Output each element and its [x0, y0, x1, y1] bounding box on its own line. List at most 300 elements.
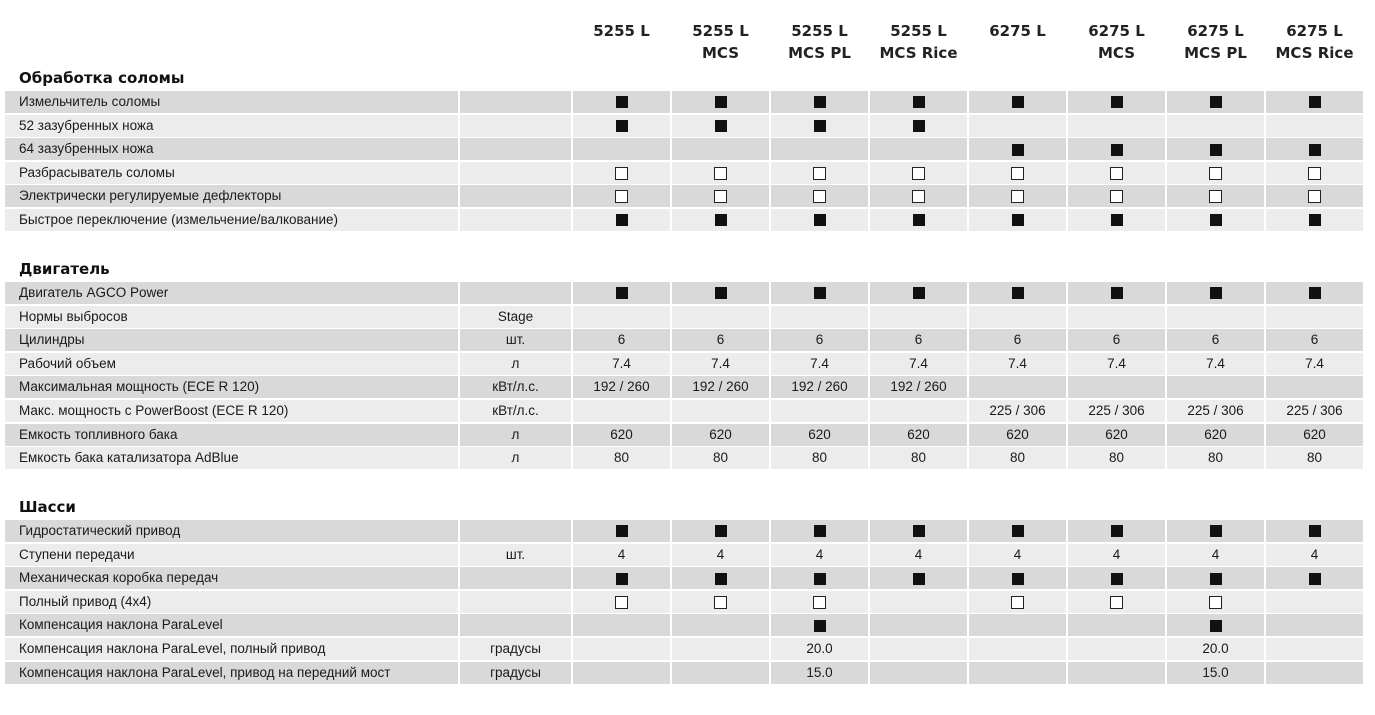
standard-equipment-icon — [715, 96, 727, 108]
spec-value-cell — [1266, 209, 1363, 231]
standard-equipment-icon — [814, 287, 826, 299]
spec-unit — [460, 591, 571, 613]
standard-equipment-icon — [1309, 96, 1321, 108]
optional-equipment-icon — [615, 190, 628, 203]
spec-unit: Stage — [460, 306, 571, 328]
spec-value: 225 / 306 — [1187, 403, 1244, 418]
standard-equipment-icon — [715, 287, 727, 299]
spec-value-cell — [1068, 376, 1165, 398]
spec-value: 192 / 260 — [692, 379, 749, 395]
spec-label: Компенсация наклона ParaLevel — [5, 614, 458, 636]
spec-value-cell — [1167, 520, 1264, 542]
spec-value: 7.4 — [1107, 355, 1126, 371]
spec-value: 7.4 — [711, 355, 730, 371]
optional-equipment-icon — [714, 167, 727, 180]
spec-value-cell — [1068, 591, 1165, 613]
spec-value-cell — [672, 162, 769, 184]
spec-row — [5, 138, 1365, 160]
spec-value-cell — [1266, 162, 1363, 184]
optional-equipment-icon — [1110, 190, 1123, 203]
spec-label: Механическая коробка передач — [5, 567, 458, 589]
optional-equipment-icon — [1011, 190, 1024, 203]
spec-value-cell — [573, 567, 670, 589]
standard-equipment-icon — [913, 96, 925, 108]
spec-value-cell — [1167, 162, 1264, 184]
spec-value-cell — [969, 567, 1066, 589]
spec-unit: шт. — [460, 544, 571, 566]
spec-value-cell — [771, 591, 868, 613]
spec-value-cell — [573, 614, 670, 636]
spec-value-cell — [771, 115, 868, 137]
spec-row — [5, 638, 1365, 660]
spec-value-cell — [969, 209, 1066, 231]
spec-value-cell — [870, 638, 967, 660]
spec-value-cell — [672, 282, 769, 304]
model-header-line: 6275 L — [1187, 22, 1244, 40]
standard-equipment-icon — [616, 214, 628, 226]
spec-value-cell — [1167, 209, 1264, 231]
spec-value-cell — [1068, 329, 1165, 351]
spec-value-cell — [870, 520, 967, 542]
standard-equipment-icon — [1012, 525, 1024, 537]
spec-value-cell — [573, 544, 670, 566]
spec-value-cell — [969, 282, 1066, 304]
spec-value: 7.4 — [1008, 355, 1027, 371]
spec-value: 80 — [613, 450, 630, 466]
standard-equipment-icon — [814, 573, 826, 585]
spec-value-cell — [573, 185, 670, 207]
spec-value-cell — [1266, 614, 1363, 636]
standard-equipment-icon — [1111, 144, 1123, 156]
standard-equipment-icon — [1210, 573, 1222, 585]
standard-equipment-icon — [616, 96, 628, 108]
spec-label: Быстрое переключение (измельчение/валкование) — [5, 209, 458, 231]
spec-unit — [460, 115, 571, 137]
spec-unit — [460, 138, 571, 160]
standard-equipment-icon — [1111, 214, 1123, 226]
spec-value-cell — [1167, 376, 1264, 398]
standard-equipment-icon — [1210, 525, 1222, 537]
section-title: Шасси — [19, 498, 76, 516]
spec-value-cell — [573, 138, 670, 160]
standard-equipment-icon — [913, 214, 925, 226]
spec-value: 80 — [1306, 450, 1323, 466]
spec-value-cell — [1266, 329, 1363, 351]
standard-equipment-icon — [616, 287, 628, 299]
spec-label: Рабочий объем — [5, 353, 458, 375]
spec-value-cell — [573, 306, 670, 328]
spec-value-cell — [573, 91, 670, 113]
spec-unit — [460, 209, 571, 231]
spec-value-cell — [1068, 638, 1165, 660]
spec-value: 6 — [1310, 332, 1319, 348]
spec-value-cell — [771, 329, 868, 351]
spec-value-cell — [1167, 306, 1264, 328]
standard-equipment-icon — [1309, 573, 1321, 585]
model-column-header — [1265, 20, 1364, 64]
spec-value-cell — [1068, 91, 1165, 113]
spec-value-cell — [1167, 567, 1264, 589]
spec-value-cell — [771, 353, 868, 375]
spec-value-cell — [870, 91, 967, 113]
spec-label: Разбрасыватель соломы — [5, 162, 458, 184]
spec-value: 20.0 — [806, 641, 833, 656]
spec-unit: л — [460, 424, 571, 446]
standard-equipment-icon — [814, 96, 826, 108]
optional-equipment-icon — [1308, 167, 1321, 180]
spec-unit — [460, 162, 571, 184]
spec-value: 620 — [808, 426, 831, 442]
spec-value-cell — [771, 185, 868, 207]
spec-value-cell — [969, 400, 1066, 422]
spec-value-cell — [870, 544, 967, 566]
spec-value-cell — [573, 162, 670, 184]
spec-value-cell — [672, 115, 769, 137]
section-title: Двигатель — [19, 260, 110, 278]
spec-row — [5, 306, 1365, 328]
spec-value: 4 — [617, 546, 626, 562]
spec-value-cell — [672, 91, 769, 113]
spec-value-cell — [672, 306, 769, 328]
spec-value-cell — [1167, 638, 1264, 660]
standard-equipment-icon — [1111, 287, 1123, 299]
optional-equipment-icon — [1110, 596, 1123, 609]
standard-equipment-icon — [1012, 144, 1024, 156]
spec-unit: градусы — [460, 662, 571, 684]
spec-value-cell — [771, 447, 868, 469]
spec-value-cell — [1068, 162, 1165, 184]
spec-value: 4 — [815, 546, 824, 562]
spec-value-cell — [672, 567, 769, 589]
spec-value-cell — [1167, 353, 1264, 375]
model-header-line: 6275 L — [1286, 22, 1343, 40]
spec-value-cell — [1266, 306, 1363, 328]
spec-value-cell — [870, 662, 967, 684]
spec-row — [5, 115, 1365, 137]
spec-value-cell — [1167, 614, 1264, 636]
spec-value-cell — [672, 138, 769, 160]
standard-equipment-icon — [1210, 287, 1222, 299]
spec-row — [5, 376, 1365, 398]
spec-value: 225 / 306 — [1286, 403, 1343, 418]
spec-value: 6 — [716, 332, 725, 348]
spec-value: 620 — [709, 426, 732, 442]
spec-value-cell — [672, 329, 769, 351]
spec-value-cell — [573, 447, 670, 469]
spec-value-cell — [771, 209, 868, 231]
spec-value-cell — [870, 424, 967, 446]
spec-row — [5, 544, 1365, 566]
spec-value-cell — [573, 376, 670, 398]
spec-value-cell — [1167, 282, 1264, 304]
spec-value-cell — [573, 209, 670, 231]
spec-value-cell — [573, 400, 670, 422]
spec-value-cell — [870, 115, 967, 137]
spec-value-cell — [969, 162, 1066, 184]
spec-value-cell — [870, 400, 967, 422]
spec-value-cell — [969, 447, 1066, 469]
spec-value-cell — [771, 282, 868, 304]
optional-equipment-icon — [912, 190, 925, 203]
spec-value-cell — [969, 138, 1066, 160]
spec-value-cell — [573, 115, 670, 137]
spec-value-cell — [870, 209, 967, 231]
standard-equipment-icon — [814, 120, 826, 132]
model-header-line: 6275 L — [989, 22, 1046, 40]
spec-row — [5, 185, 1365, 207]
spec-label: Электрически регулируемые дефлекторы — [5, 185, 458, 207]
spec-value: 6 — [617, 332, 626, 348]
standard-equipment-icon — [1210, 96, 1222, 108]
spec-value-cell — [771, 306, 868, 328]
spec-value-cell — [1068, 544, 1165, 566]
spec-value: 80 — [910, 450, 927, 466]
standard-equipment-icon — [913, 525, 925, 537]
spec-value-cell — [1068, 424, 1165, 446]
spec-value-cell — [573, 520, 670, 542]
spec-value-cell — [870, 138, 967, 160]
spec-value-cell — [870, 591, 967, 613]
standard-equipment-icon — [1012, 214, 1024, 226]
spec-value-cell — [1167, 185, 1264, 207]
spec-row — [5, 447, 1365, 469]
spec-row — [5, 329, 1365, 351]
spec-value-cell — [1266, 282, 1363, 304]
spec-value-cell — [1068, 138, 1165, 160]
spec-value-cell — [1266, 138, 1363, 160]
spec-value: 7.4 — [909, 355, 928, 371]
spec-value-cell — [1068, 662, 1165, 684]
model-header-line: 5255 L — [890, 22, 947, 40]
spec-value-cell — [573, 353, 670, 375]
spec-value-cell — [1167, 138, 1264, 160]
spec-value-cell — [969, 662, 1066, 684]
standard-equipment-icon — [616, 120, 628, 132]
model-header-line: MCS Rice — [1275, 44, 1354, 62]
spec-value-cell — [969, 376, 1066, 398]
spec-value-cell — [573, 591, 670, 613]
spec-value-cell — [1068, 567, 1165, 589]
spec-value: 80 — [811, 450, 828, 466]
spec-unit — [460, 91, 571, 113]
spec-value: 7.4 — [612, 355, 631, 371]
standard-equipment-icon — [715, 525, 727, 537]
spec-row — [5, 520, 1365, 542]
spec-value: 225 / 306 — [989, 403, 1046, 418]
model-header-line: MCS — [701, 44, 740, 62]
spec-value: 80 — [1009, 450, 1026, 466]
standard-equipment-icon — [1111, 96, 1123, 108]
standard-equipment-icon — [814, 620, 826, 632]
spec-value-cell — [771, 638, 868, 660]
spec-value: 6 — [1211, 332, 1220, 348]
spec-value-cell — [1167, 329, 1264, 351]
spec-label: Нормы выбросов — [5, 306, 458, 328]
spec-value-cell — [771, 138, 868, 160]
spec-label: Измельчитель соломы — [5, 91, 458, 113]
model-header-line: MCS — [1097, 44, 1136, 62]
spec-value-cell — [573, 638, 670, 660]
spec-value: 4 — [1310, 546, 1319, 562]
spec-value-cell — [1266, 567, 1363, 589]
spec-value: 7.4 — [810, 355, 829, 371]
spec-value: 80 — [1207, 450, 1224, 466]
spec-label: Ступени передачи — [5, 544, 458, 566]
spec-value: 15.0 — [806, 664, 833, 680]
spec-value-cell — [672, 614, 769, 636]
spec-value-cell — [1068, 185, 1165, 207]
spec-unit — [460, 520, 571, 542]
spec-value-cell — [1068, 282, 1165, 304]
spec-row — [5, 91, 1365, 113]
model-header-line: MCS PL — [788, 44, 851, 62]
spec-value-cell — [1266, 185, 1363, 207]
spec-unit: кВт/л.с. — [460, 400, 571, 422]
spec-value-cell — [1266, 424, 1363, 446]
spec-row — [5, 162, 1365, 184]
model-header-line: MCS Rice — [879, 44, 958, 62]
model-column-header — [572, 20, 671, 42]
standard-equipment-icon — [715, 573, 727, 585]
spec-value-cell — [1266, 638, 1363, 660]
spec-value-cell — [969, 91, 1066, 113]
spec-value-cell — [771, 544, 868, 566]
spec-value-cell — [573, 329, 670, 351]
spec-unit — [460, 185, 571, 207]
model-column-header — [1067, 20, 1166, 64]
spec-value: 225 / 306 — [1088, 403, 1145, 418]
spec-value: 6 — [1112, 332, 1121, 348]
spec-row — [5, 282, 1365, 304]
spec-unit — [460, 567, 571, 589]
spec-value-cell — [1266, 447, 1363, 469]
spec-value-cell — [771, 520, 868, 542]
spec-value-cell — [1266, 400, 1363, 422]
section-title: Обработка соломы — [19, 69, 185, 87]
spec-value-cell — [969, 353, 1066, 375]
spec-value-cell — [1266, 520, 1363, 542]
spec-value-cell — [1068, 400, 1165, 422]
optional-equipment-icon — [1308, 190, 1321, 203]
spec-value-cell — [1266, 662, 1363, 684]
spec-value-cell — [870, 306, 967, 328]
optional-equipment-icon — [714, 596, 727, 609]
spec-value-cell — [1167, 91, 1264, 113]
spec-value-cell — [771, 400, 868, 422]
spec-value-cell — [1167, 544, 1264, 566]
spec-value-cell — [870, 282, 967, 304]
spec-label: 52 зазубренных ножа — [5, 115, 458, 137]
standard-equipment-icon — [1210, 620, 1222, 632]
model-header-line: 5255 L — [593, 22, 650, 40]
spec-value: 4 — [1211, 546, 1220, 562]
spec-unit — [460, 282, 571, 304]
spec-label: Гидростатический привод — [5, 520, 458, 542]
model-column-header — [968, 20, 1067, 42]
spec-unit: л — [460, 447, 571, 469]
standard-equipment-icon — [1111, 525, 1123, 537]
spec-unit: кВт/л.с. — [460, 376, 571, 398]
standard-equipment-icon — [1111, 573, 1123, 585]
spec-label: Двигатель AGCO Power — [5, 282, 458, 304]
spec-label: Компенсация наклона ParaLevel, полный привод — [5, 638, 458, 660]
spec-value-cell — [1266, 376, 1363, 398]
spec-value-cell — [672, 185, 769, 207]
standard-equipment-icon — [814, 214, 826, 226]
spec-value: 192 / 260 — [593, 379, 650, 395]
model-header-line: 5255 L — [791, 22, 848, 40]
spec-label: Максимальная мощность (ECE R 120) — [5, 376, 458, 398]
spec-row — [5, 614, 1365, 636]
spec-value: 4 — [716, 546, 725, 562]
spec-value-cell — [771, 424, 868, 446]
spec-unit: шт. — [460, 329, 571, 351]
spec-value-cell — [771, 567, 868, 589]
spec-label: Цилиндры — [5, 329, 458, 351]
optional-equipment-icon — [813, 190, 826, 203]
spec-row — [5, 353, 1365, 375]
spec-value-cell — [771, 91, 868, 113]
spec-unit — [460, 614, 571, 636]
standard-equipment-icon — [1210, 214, 1222, 226]
spec-value-cell — [969, 329, 1066, 351]
spec-value-cell — [1068, 115, 1165, 137]
spec-value-cell — [1266, 591, 1363, 613]
spec-value-cell — [870, 567, 967, 589]
spec-value-cell — [672, 662, 769, 684]
spec-value: 7.4 — [1206, 355, 1225, 371]
optional-equipment-icon — [615, 167, 628, 180]
model-column-header — [869, 20, 968, 64]
optional-equipment-icon — [813, 167, 826, 180]
spec-value-cell — [771, 662, 868, 684]
model-header-line: MCS PL — [1184, 44, 1247, 62]
spec-value-cell — [969, 520, 1066, 542]
standard-equipment-icon — [715, 120, 727, 132]
model-header-line: 5255 L — [692, 22, 749, 40]
optional-equipment-icon — [1209, 167, 1222, 180]
spec-value: 620 — [1204, 426, 1227, 442]
spec-value-cell — [573, 424, 670, 446]
spec-value-cell — [969, 544, 1066, 566]
spec-value: 80 — [712, 450, 729, 466]
optional-equipment-icon — [912, 167, 925, 180]
standard-equipment-icon — [1309, 287, 1321, 299]
spec-value-cell — [969, 185, 1066, 207]
spec-value-cell — [1068, 209, 1165, 231]
spec-unit: градусы — [460, 638, 571, 660]
spec-value-cell — [1167, 662, 1264, 684]
spec-label: Полный привод (4x4) — [5, 591, 458, 613]
spec-value-cell — [573, 662, 670, 684]
standard-equipment-icon — [1012, 287, 1024, 299]
spec-value-cell — [1167, 400, 1264, 422]
optional-equipment-icon — [1209, 596, 1222, 609]
optional-equipment-icon — [615, 596, 628, 609]
spec-value-cell — [870, 376, 967, 398]
spec-value: 6 — [914, 332, 923, 348]
optional-equipment-icon — [1011, 596, 1024, 609]
spec-label: Емкость бака катализатора AdBlue — [5, 447, 458, 469]
spec-row — [5, 209, 1365, 231]
spec-row — [5, 567, 1365, 589]
spec-label: Макс. мощность с PowerBoost (ECE R 120) — [5, 400, 458, 422]
spec-value-cell — [1266, 544, 1363, 566]
spec-value: 4 — [914, 546, 923, 562]
spec-value-cell — [870, 162, 967, 184]
spec-value-cell — [672, 447, 769, 469]
spec-value: 620 — [1105, 426, 1128, 442]
